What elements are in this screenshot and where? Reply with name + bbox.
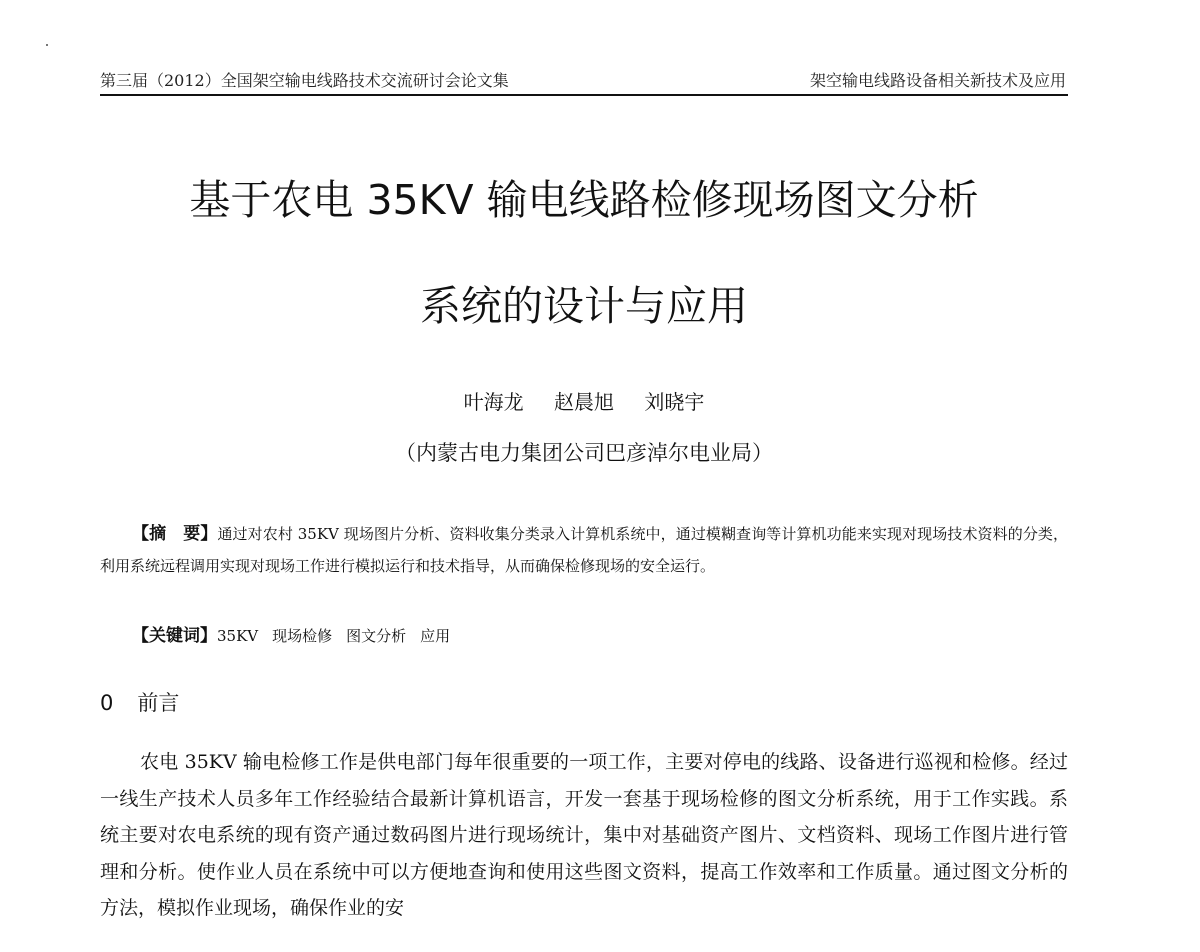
author-name: 赵晨旭 bbox=[554, 390, 614, 414]
section-heading bbox=[100, 688, 179, 718]
section-number: 0 bbox=[100, 691, 114, 715]
keywords-label: 【关键词】 bbox=[132, 626, 217, 646]
keywords bbox=[132, 620, 1068, 652]
author-list bbox=[100, 388, 1068, 416]
keyword: 图文分析 bbox=[346, 627, 407, 645]
abstract-label: 【摘 要】 bbox=[132, 524, 218, 544]
author-name: 叶海龙 bbox=[463, 390, 524, 414]
paper-title-line-1: 基于农电 35KV 输电线路检修现场图文分析 bbox=[189, 176, 979, 224]
keyword: 应用 bbox=[420, 627, 451, 645]
author-affiliation: （内蒙古电力集团公司巴彦淖尔电业局） bbox=[395, 441, 773, 465]
keyword: 35KV bbox=[217, 627, 259, 645]
header-proceedings-title: 第三届（2012）全国架空输电线路技术交流研讨会论文集 bbox=[100, 71, 509, 90]
scan-speck bbox=[46, 44, 48, 46]
section-title: 前言 bbox=[137, 691, 180, 715]
abstract bbox=[100, 518, 1068, 582]
author-name: 刘晓宇 bbox=[644, 390, 705, 414]
body-paragraph: 农电 35KV 输电检修工作是供电部门每年很重要的一项工作，主要对停电的线路、设备进行巡视和检修。经过一线生产技术人员多年工作经验结合最新计算机语言，开发一套基于现场检修的图文分析系统，用于工作实践。系统主要对农电系统的现有资产通过数码图片进行现场统计，集中对基础资产图片、文档资料、现场工作图片进行管理和分析。使作业人员在系统中可以方便地查询和使用这些图文资料，提高工作效率和工作质量。通过图文分析的方法，模拟作业现场，确保作业的安 bbox=[100, 751, 1068, 919]
paper-title-line-2: 系统的设计与应用 bbox=[420, 282, 748, 330]
keyword: 现场检修 bbox=[272, 627, 333, 645]
abstract-text: 通过对农村 35KV 现场图片分析、资料收集分类录入计算机系统中，通过模糊查询等计算机功能来实现对现场技术资料的分类，利用系统远程调用实现对现场工作进行模拟运行和技术指导，从而确保检修现场的安全运行。 bbox=[100, 525, 1068, 575]
running-header bbox=[100, 70, 1068, 96]
header-section-title: 架空输电线路设备相关新技术及应用 bbox=[809, 71, 1066, 90]
